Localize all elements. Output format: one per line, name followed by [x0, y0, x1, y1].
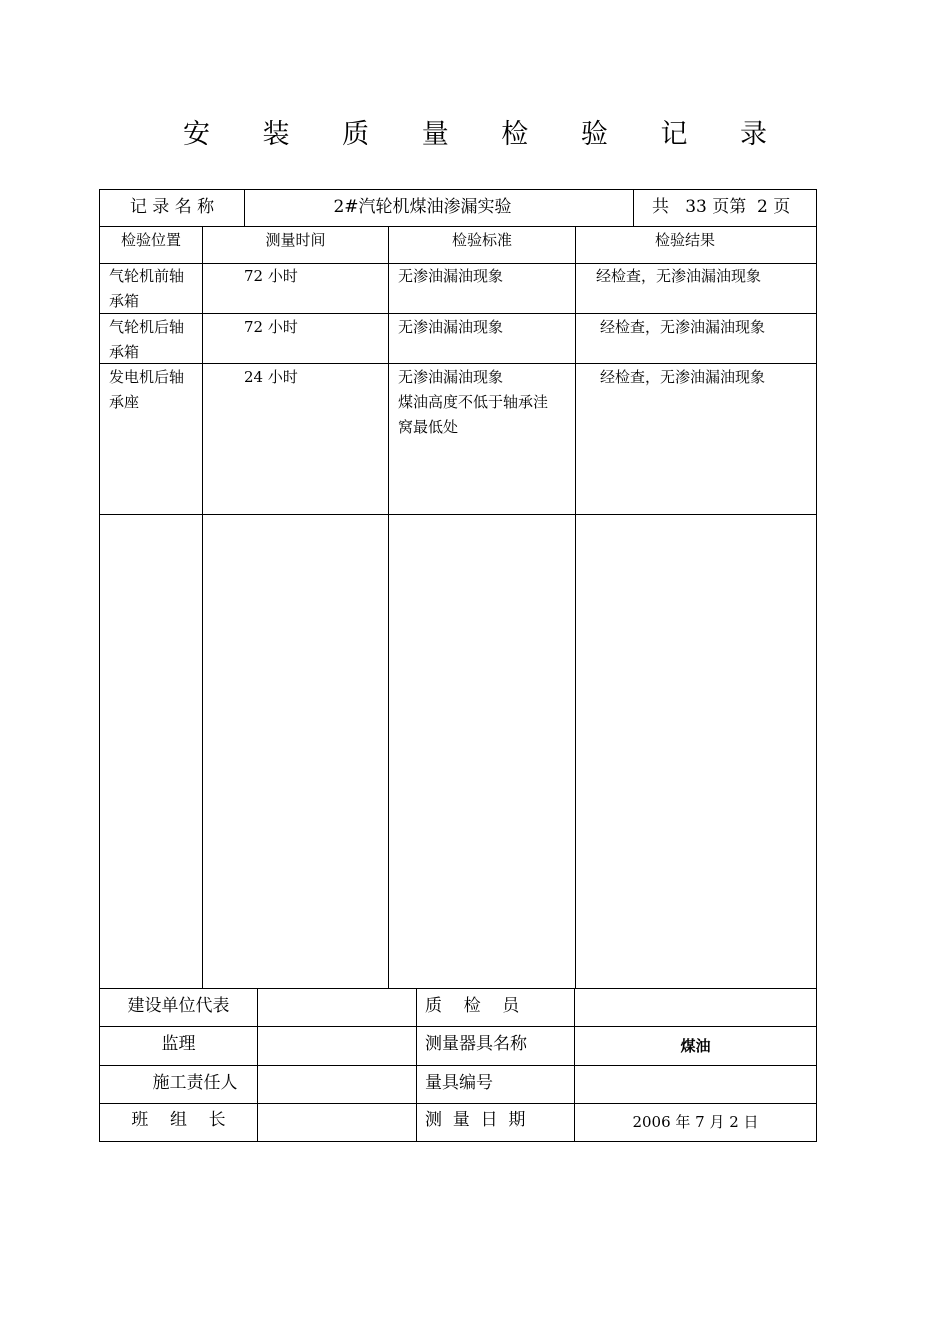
row-standard-line1: 无渗油漏油现象 [398, 368, 504, 386]
row-location-line1: 气轮机前轴 [109, 267, 185, 285]
measure-date-value: 2006 年 7 月 2 日 [632, 1113, 759, 1131]
row-result: 经检查，无渗油漏油现象 [600, 368, 766, 386]
page-info: 共 33 页第 2 页 [652, 197, 791, 217]
team-leader-label: 班 组 长 [131, 1110, 226, 1130]
divider [99, 988, 817, 989]
column-header-time: 测量时间 [265, 231, 326, 249]
row-standard-line2: 煤油高度不低于轴承洼 [398, 393, 549, 411]
quality-inspector-label: 质 检 员 [425, 996, 520, 1016]
row-standard: 无渗油漏油现象 [398, 267, 504, 285]
column-header-standard: 检验标准 [451, 231, 512, 249]
instrument-name-label: 测量器具名称 [425, 1034, 527, 1054]
divider [99, 1103, 817, 1104]
divider [202, 226, 203, 988]
row-time: 72 小时 [244, 267, 298, 285]
divider [575, 514, 576, 988]
row-location-line2: 承箱 [109, 343, 140, 361]
gauge-number-label: 量具编号 [425, 1073, 493, 1093]
record-name-label: 记 录 名 称 [129, 197, 215, 217]
row-location-line2: 承座 [109, 393, 140, 411]
record-name-value: 2#汽轮机煤油渗漏实验 [333, 197, 512, 217]
responsible-person-label: 施工责任人 [152, 1073, 238, 1093]
divider [99, 363, 817, 364]
divider [633, 189, 634, 227]
divider [99, 226, 817, 227]
column-header-result: 检验结果 [654, 231, 715, 249]
row-location-line1: 气轮机后轴 [109, 318, 185, 336]
instrument-name-value: 煤油 [680, 1037, 711, 1055]
supervisor-label: 监理 [161, 1034, 196, 1054]
divider [575, 226, 576, 515]
row-result: 经检查，无渗油漏油现象 [596, 267, 762, 285]
row-standard: 无渗油漏油现象 [398, 318, 504, 336]
page-title: 安 装 质 量 检 验 记 录 [182, 119, 790, 150]
row-location-line1: 发电机后轴 [109, 368, 185, 386]
row-result: 经检查，无渗油漏油现象 [600, 318, 766, 336]
column-header-location: 检验位置 [120, 231, 181, 249]
measure-date-label: 测 量 日 期 [425, 1110, 526, 1130]
divider [99, 514, 817, 515]
row-location-line2: 承箱 [109, 292, 140, 310]
row-time: 24 小时 [244, 368, 298, 386]
divider [99, 313, 817, 314]
row-standard-line3: 窝最低处 [398, 418, 459, 436]
construction-rep-label: 建设单位代表 [127, 996, 230, 1016]
divider [388, 226, 389, 988]
divider [99, 1065, 817, 1066]
row-time: 72 小时 [244, 318, 298, 336]
divider [99, 1026, 817, 1027]
